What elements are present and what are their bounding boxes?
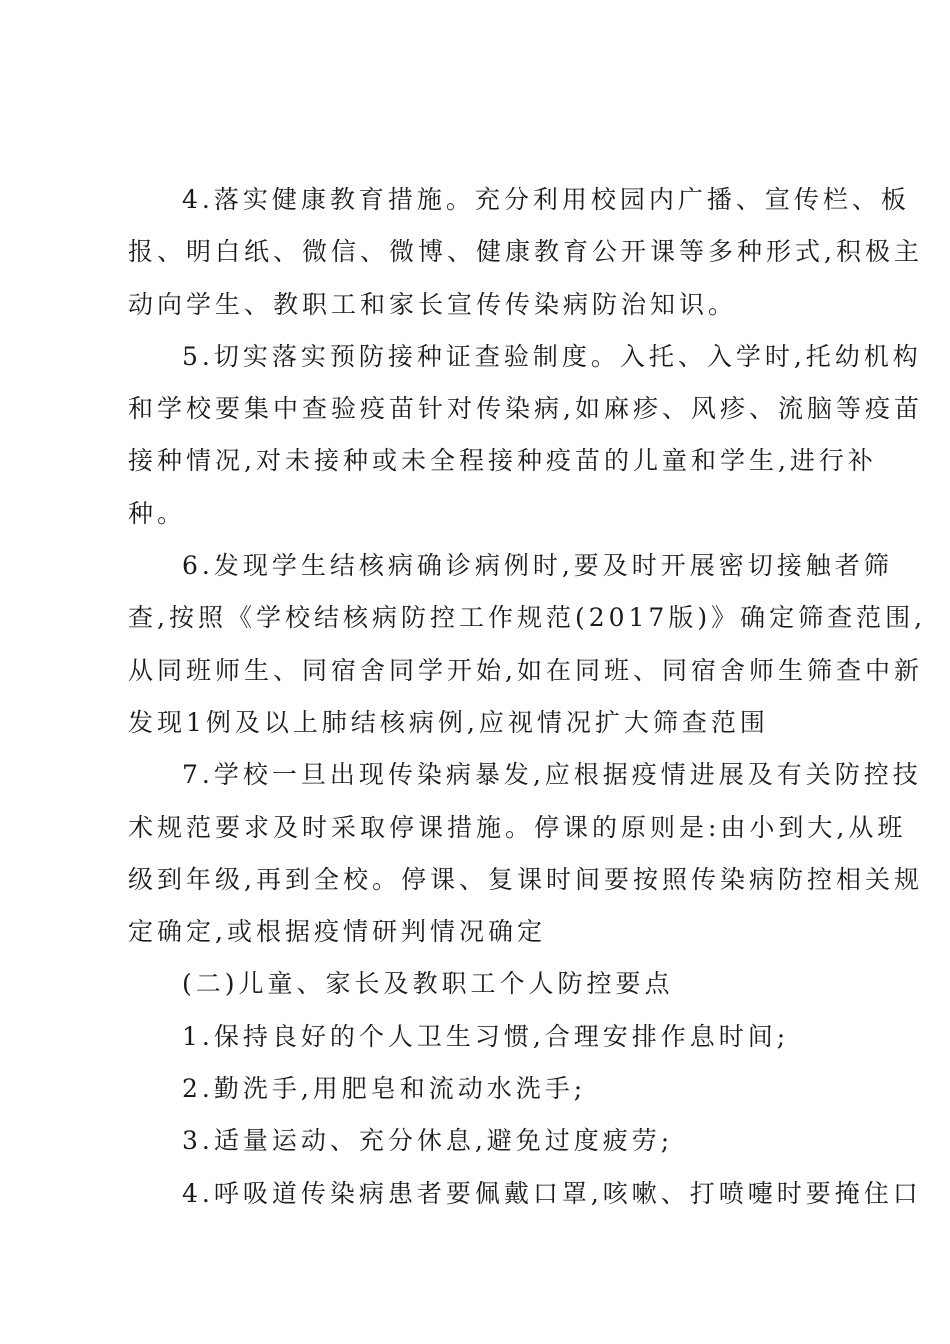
list-item-personal-1: [128, 1011, 833, 1063]
text-line: 种。: [128, 498, 187, 528]
text-line: 发现1例及以上肺结核病例,应视情况扩大筛查范围: [128, 707, 769, 737]
text-line: 查,按照《学校结核病防控工作规范(2017版)》确定筛查范围,: [128, 603, 927, 633]
text-line: 从同班师生、同宿舍同学开始,如在同班、同宿舍师生筛查中新: [128, 655, 923, 685]
section-heading-text: (二)儿童、家长及教职工个人防控要点: [182, 969, 674, 999]
text-line: 和学校要集中查验疫苗针对传染病,如麻疹、风疹、流脑等疫苗: [128, 394, 923, 424]
list-item-personal-2: [128, 1063, 833, 1115]
text-line: 7.学校一旦出现传染病暴发,应根据疫情进展及有关防控技: [182, 760, 922, 790]
text-line: 4.呼吸道传染病患者要佩戴口罩,咳嗽、打喷嚏时要掩住口: [182, 1178, 922, 1208]
paragraph-item-4-health-education: [128, 174, 923, 331]
text-line: 2.勤洗手,用肥皂和流动水洗手;: [182, 1074, 587, 1104]
text-line: 6.发现学生结核病确诊病例时,要及时开展密切接触者筛: [182, 551, 893, 581]
list-item-personal-3: [128, 1115, 833, 1167]
paragraph-item-6-tuberculosis-screening: [128, 540, 927, 749]
list-item-personal-4: [128, 1168, 922, 1220]
text-line: 动向学生、教职工和家长宣传传染病防治知识。: [128, 289, 738, 319]
text-line: 5.切实落实预防接种证查验制度。入托、入学时,托幼机构: [182, 341, 922, 371]
text-line: 定确定,或根据疫情研判情况确定: [128, 917, 546, 947]
paragraph-item-7-class-suspension: [128, 749, 923, 958]
text-line: 4.落实健康教育措施。充分利用校园内广播、宣传栏、板: [182, 185, 910, 214]
text-line: 3.适量运动、充分休息,避免过度疲劳;: [182, 1126, 674, 1156]
text-line: 接种情况,对未接种或未全程接种疫苗的儿童和学生,进行补: [128, 446, 877, 476]
text-line: 术规范要求及时采取停课措施。停课的原则是:由小到大,从班: [128, 812, 907, 842]
paragraph-item-5-vaccination-check: [128, 331, 923, 540]
text-line: 报、明白纸、微信、微博、健康教育公开课等多种形式,积极主: [128, 237, 923, 267]
document-body: [128, 174, 927, 1220]
text-line: 1.保持良好的个人卫生习惯,合理安排作息时间;: [182, 1021, 790, 1051]
text-line: 级到年级,再到全校。停课、复课时间要按照传染病防控相关规: [128, 864, 923, 894]
section-heading-personal-prevention: [128, 958, 833, 1010]
